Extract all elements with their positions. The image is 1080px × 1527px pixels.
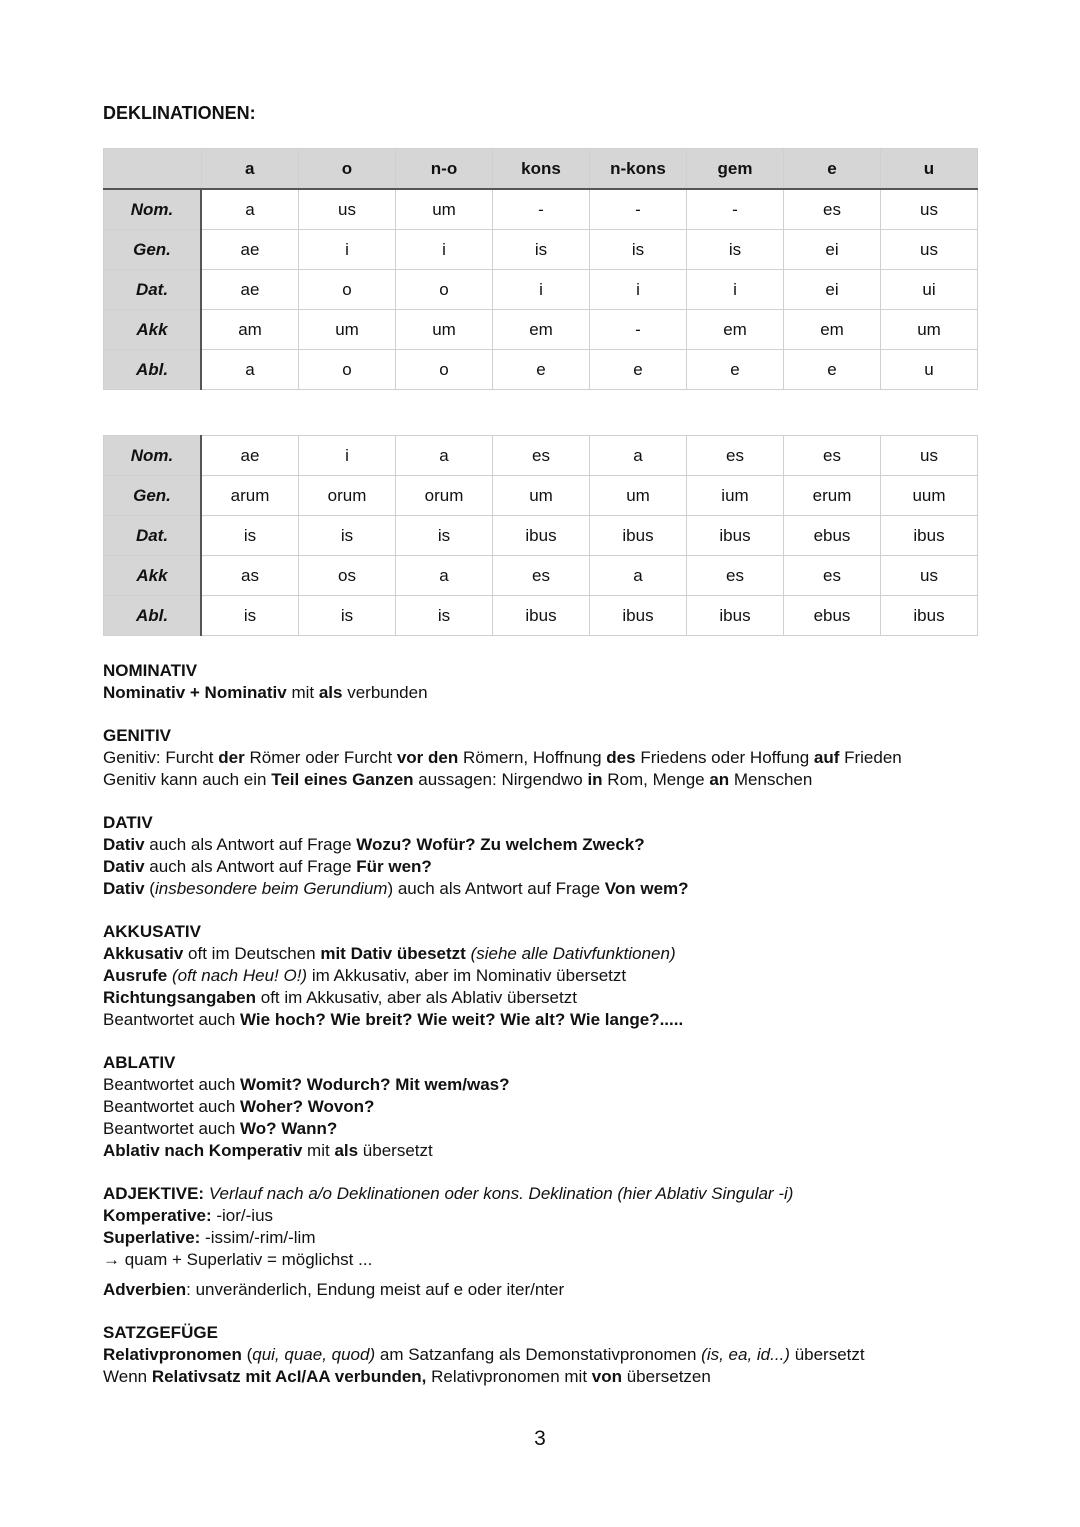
column-header: kons [493,149,590,190]
text: aussagen: Nirgendwo [413,770,588,789]
column-header: o [299,149,396,190]
text-line [103,987,1003,1009]
ending-cell: es [687,556,784,596]
text: Friedens oder Hoffung [635,748,814,767]
ending-cell: ibus [687,516,784,556]
ending-cell: ei [784,270,881,310]
text-line [103,878,1003,900]
bold-text: Ausrufe [103,966,168,985]
bold-text: Superlative: [103,1228,201,1247]
bold-text: Teil eines Ganzen [271,770,414,789]
text: übersetzen [622,1367,711,1386]
text-line [103,1074,1003,1096]
ending-cell: erum [784,476,881,516]
singular-declension-table [103,148,978,390]
italic-text: (siehe alle Dativfunktionen) [470,944,676,963]
plural-declension-table [103,435,978,636]
ending-cell: ae [201,270,299,310]
italic-text: insbesondere beim Gerundium [154,879,388,898]
ending-cell: um [493,476,590,516]
ending-cell: um [881,310,978,350]
text: Wenn [103,1367,152,1386]
ending-cell: es [493,556,590,596]
column-header: n-o [396,149,493,190]
text: oft im Akkusativ, aber als Ablativ übersetzt [256,988,577,1007]
ending-cell: es [784,556,881,596]
text: → quam + Superlativ = möglichst ... [103,1250,373,1269]
ending-cell: us [881,556,978,596]
adjektive-section [103,1183,1003,1271]
ending-cell: uum [881,476,978,516]
ending-cell: is [687,230,784,270]
bold-text: Von wem? [604,879,689,898]
dativ-section [103,812,1003,900]
bold-text: Akkusativ [103,944,184,963]
text-line [103,682,1003,704]
bold-text: Wozu? Wofür? Zu welchem Zweck? [356,835,645,854]
text: Rom, Menge [602,770,710,789]
text: im Akkusativ, aber im Nominativ übersetzt [307,966,627,985]
text-line [103,1096,1003,1118]
section-heading: SATZGEFÜGE [103,1323,218,1342]
bold-text: der [218,748,245,767]
section-heading: NOMINATIV [103,661,198,680]
case-label: Dat. [104,516,202,556]
bold-text: Ablativ nach Komperativ [103,1141,303,1160]
ending-cell: o [396,350,493,390]
ending-cell: a [396,556,493,596]
ending-cell: - [687,189,784,230]
italic-text: qui, quae, quod) [252,1345,376,1364]
ending-cell: e [493,350,590,390]
ending-cell: ibus [493,596,590,636]
bold-text: Komperative: [103,1206,212,1225]
bold-text: Woher? Wovon? [240,1097,375,1116]
ending-cell: am [201,310,299,350]
case-label: Nom. [104,189,202,230]
ending-cell: is [201,516,299,556]
text: mit [302,1141,335,1160]
ending-cell: em [687,310,784,350]
section-heading: GENITIV [103,726,172,745]
ending-cell: is [493,230,590,270]
ending-cell: i [590,270,687,310]
ending-cell: u [881,350,978,390]
text: Relativpronomen mit [426,1367,592,1386]
bold-text: ADJEKTIVE: [103,1184,205,1203]
table-row [104,476,978,516]
text: auch als Antwort auf Frage [144,835,357,854]
ending-cell: ae [201,436,299,476]
ending-cell: um [299,310,396,350]
text: Genitiv: Furcht [103,748,219,767]
text: übersetzt [789,1345,865,1364]
ending-cell: is [201,596,299,636]
ending-cell: ibus [590,596,687,636]
ending-cell: a [201,350,299,390]
text-line [103,769,1003,791]
ending-cell: us [881,436,978,476]
case-label: Abl. [104,596,202,636]
ending-cell: us [881,230,978,270]
text: Römer oder Furcht [244,748,397,767]
case-label: Nom. [104,436,202,476]
column-header: n-kons [590,149,687,190]
ending-cell: em [784,310,881,350]
bold-text: Adverbien [103,1280,187,1299]
ending-cell: a [590,436,687,476]
bold-text: vor den [396,748,459,767]
text-line [103,1249,1003,1271]
text-line [103,943,1003,965]
ending-cell: ibus [881,596,978,636]
akkusativ-section [103,921,1003,1031]
satzgefuege-section [103,1322,1003,1388]
text-line [103,1140,1003,1162]
text: Genitiv kann auch ein [103,770,272,789]
bold-text: in [587,770,603,789]
ending-cell: es [784,189,881,230]
text: Beantwortet auch [103,1010,241,1029]
ending-cell: es [493,436,590,476]
ending-cell: ei [784,230,881,270]
text: am Satzanfang als Demonstativpronomen [375,1345,702,1364]
text: mit [286,683,319,702]
ending-cell: o [299,350,396,390]
text: Beantwortet auch [103,1097,241,1116]
ending-cell: a [201,189,299,230]
ending-cell: um [590,476,687,516]
adverbien-section [103,1279,1003,1301]
case-label: Akk [104,556,202,596]
bold-text: Für wen? [356,857,432,876]
text: Römern, Hoffnung [458,748,607,767]
bold-text: des [606,748,636,767]
text: -ior/-ius [211,1206,274,1225]
text: verbunden [342,683,428,702]
ending-cell: ae [201,230,299,270]
table-row [104,436,978,476]
ending-cell: o [396,270,493,310]
ending-cell: e [784,350,881,390]
bold-text: Wo? Wann? [240,1119,338,1138]
text: ) auch als Antwort auf Frage [387,879,605,898]
ending-cell: e [687,350,784,390]
ending-cell: is [299,596,396,636]
ending-cell: is [590,230,687,270]
ending-cell: us [881,189,978,230]
text-line [103,1227,1003,1249]
bold-text: Wie hoch? Wie breit? Wie weit? Wie alt? Wie lange?..... [240,1010,684,1029]
text-line [103,834,1003,856]
bold-text: Womit? Wodurch? Mit wem/was? [240,1075,510,1094]
bold-text: mit Dativ übesetzt [320,944,466,963]
text: Menschen [729,770,813,789]
bold-text: als [334,1141,359,1160]
ending-cell: o [299,270,396,310]
ending-cell: arum [201,476,299,516]
page-number: 3 [534,1427,546,1450]
text-line [103,1344,1003,1366]
ending-cell: ibus [493,516,590,556]
text-line [103,1205,1003,1227]
bold-text: Relativsatz mit AcI/AA verbunden, [151,1367,427,1386]
text: oft im Deutschen [183,944,321,963]
ending-cell: um [396,189,493,230]
ending-cell: ium [687,476,784,516]
text-line [103,1183,1003,1205]
text-line [103,856,1003,878]
italic-text: Verlauf nach a/o Deklinationen oder kons. Deklination (hier Ablativ Singular -i) [208,1184,794,1203]
table-row [104,516,978,556]
text: auch als Antwort auf Frage [144,857,357,876]
ending-cell: i [299,230,396,270]
header-row [104,149,978,190]
ending-cell: a [590,556,687,596]
bold-text: Dativ [103,879,145,898]
nominativ-section [103,660,1003,704]
ending-cell: us [299,189,396,230]
text-line [103,1366,1003,1388]
corner-cell [104,149,202,190]
section-heading: ABLATIV [103,1053,176,1072]
case-label: Abl. [104,350,202,390]
ending-cell: ibus [590,516,687,556]
column-header: e [784,149,881,190]
table-row [104,230,978,270]
case-label: Dat. [104,270,202,310]
text: : unveränderlich, Endung meist auf e oder iter/nter [186,1280,565,1299]
case-label: Gen. [104,230,202,270]
ending-cell: es [784,436,881,476]
text-line [103,1009,1003,1031]
table-row [104,189,978,230]
text: ( [144,879,155,898]
genitiv-section [103,725,1003,791]
text-line [103,1279,1003,1301]
ending-cell: as [201,556,299,596]
table-row [104,270,978,310]
table-row [104,596,978,636]
ending-cell: i [299,436,396,476]
column-header: u [881,149,978,190]
text: ( [241,1345,253,1364]
table-row [104,350,978,390]
text: übersetzt [358,1141,433,1160]
ending-cell: ibus [881,516,978,556]
italic-text: (is, ea, id...) [701,1345,790,1364]
bold-text: von [591,1367,622,1386]
bold-text: auf [813,748,840,767]
bold-text: Dativ [103,835,145,854]
bold-text: Richtungsangaben [103,988,257,1007]
ending-cell: is [396,516,493,556]
section-heading: AKKUSATIV [103,922,201,941]
ending-cell: em [493,310,590,350]
page-title: DEKLINATIONEN: [103,103,256,123]
ending-cell: i [493,270,590,310]
ending-cell: orum [396,476,493,516]
ending-cell: ebus [784,596,881,636]
ending-cell: i [396,230,493,270]
ending-cell: ebus [784,516,881,556]
italic-text: (oft nach Heu! O!) [171,966,308,985]
ending-cell: ui [881,270,978,310]
bold-text: Nominativ + Nominativ [103,683,287,702]
ending-cell: - [590,189,687,230]
text-line [103,965,1003,987]
ending-cell: i [687,270,784,310]
bold-text: Dativ [103,857,145,876]
text-line [103,747,1003,769]
table-row [104,556,978,596]
table-row [104,310,978,350]
case-label: Gen. [104,476,202,516]
ending-cell: is [396,596,493,636]
ending-cell: a [396,436,493,476]
column-header: a [201,149,299,190]
text: Beantwortet auch [103,1119,241,1138]
ending-cell: e [590,350,687,390]
bold-text: als [318,683,343,702]
ablativ-section [103,1052,1003,1162]
text: Frieden [839,748,902,767]
ending-cell: - [590,310,687,350]
bold-text: an [709,770,730,789]
ending-cell: os [299,556,396,596]
ending-cell: es [687,436,784,476]
text-line [103,1118,1003,1140]
ending-cell: ibus [687,596,784,636]
text: Beantwortet auch [103,1075,241,1094]
ending-cell: orum [299,476,396,516]
ending-cell: is [299,516,396,556]
case-label: Akk [104,310,202,350]
ending-cell: um [396,310,493,350]
column-header: gem [687,149,784,190]
bold-text: Relativpronomen [103,1345,242,1364]
section-heading: DATIV [103,813,153,832]
ending-cell: - [493,189,590,230]
text: -issim/-rim/-lim [200,1228,316,1247]
